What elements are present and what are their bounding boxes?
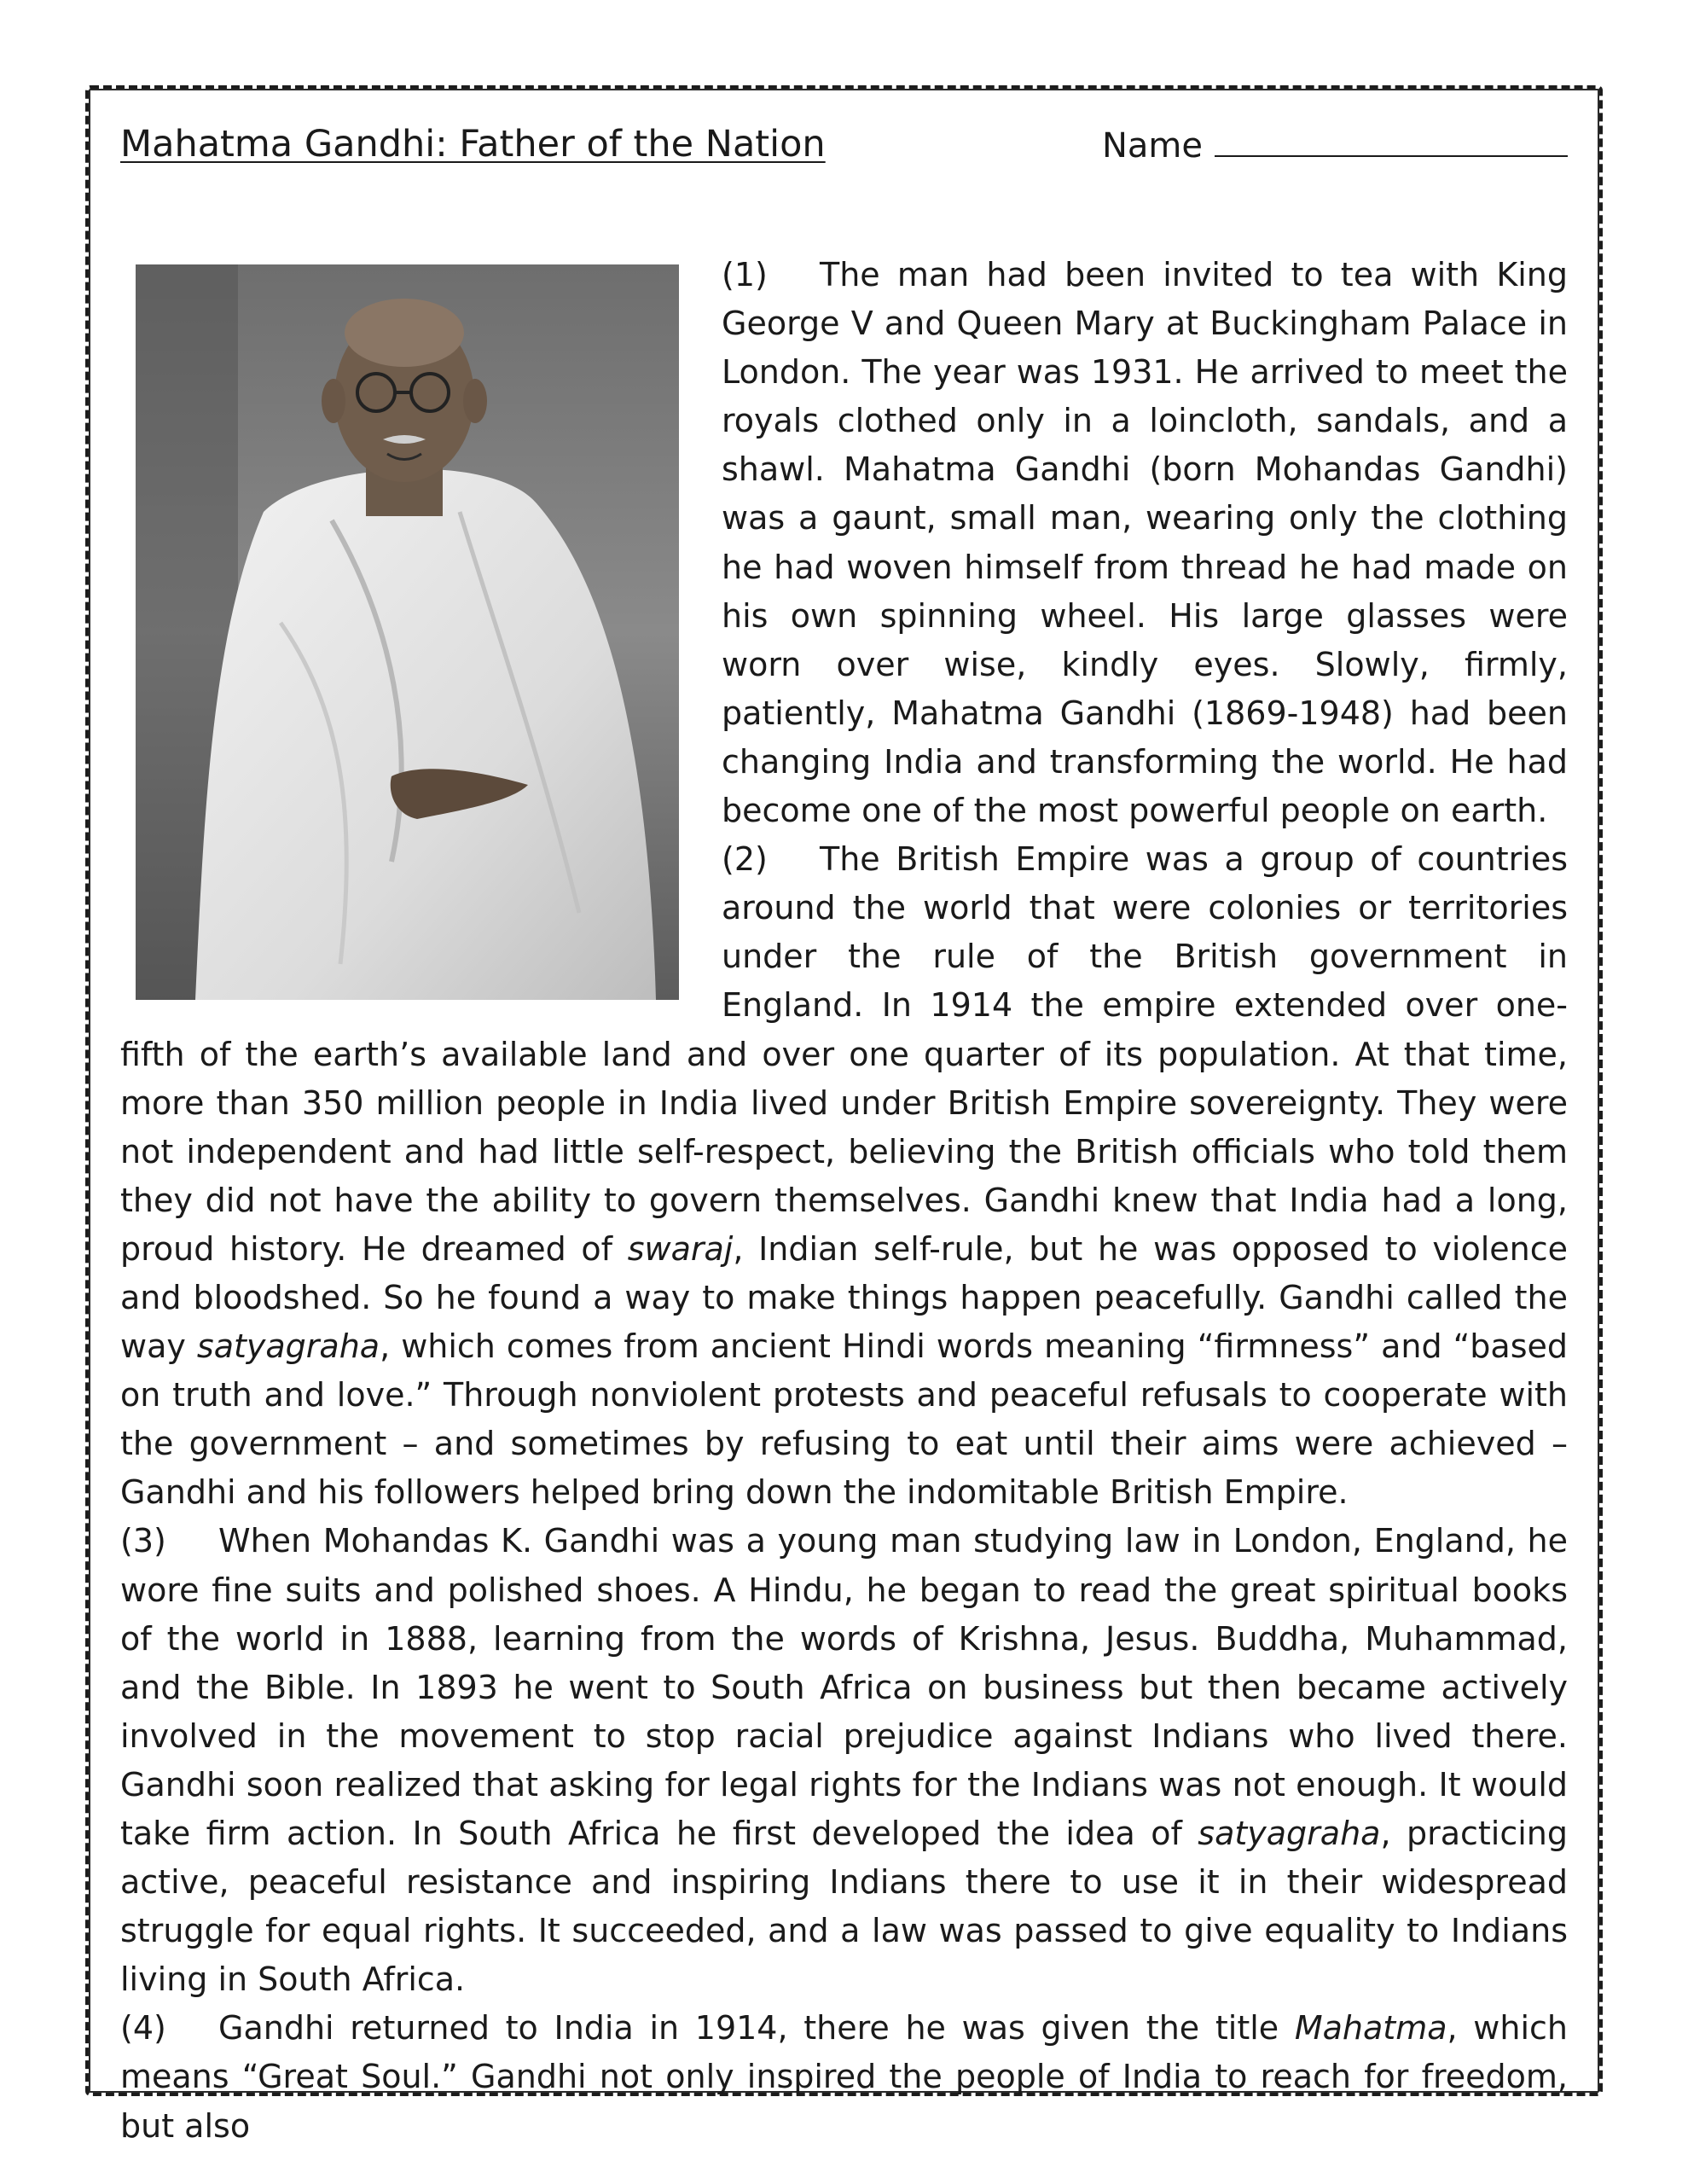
italic-term: satyagraha	[196, 1327, 380, 1366]
paragraph-number: (1)	[722, 256, 768, 293]
paragraph-text: , which means “Great Soul.” Gandhi not only inspired the people of India to reach for freedom, but also	[120, 2009, 1568, 2145]
article-body	[120, 251, 1568, 2151]
italic-term: swaraj	[627, 1229, 734, 1268]
italic-term: satyagraha	[1198, 1815, 1381, 1852]
name-label: Name	[1101, 126, 1203, 166]
paragraph-3	[120, 1517, 1568, 2004]
paragraph-text: , which comes from ancient Hindi words meaning “firmness” and “based on truth and love.” Through nonviolent protests and peaceful refusals to cooperate with the government – and sometimes by refusing to eat until their aims were achieved – Gandhi and his followers helped bring down the indomitable British Empire.	[120, 1327, 1568, 1512]
paragraph-4	[120, 2004, 1568, 2150]
name-field[interactable]	[1102, 126, 1568, 166]
worksheet-page	[120, 111, 1568, 2151]
paragraph-number: (4)	[120, 2009, 166, 2048]
paragraph-text: , practicing active, peaceful resistance and inspiring Indians there to use it in their widespread struggle for equal rights. It succeeded, and a law was passed to give equality to Indians living in South Africa.	[120, 1815, 1568, 1999]
paragraph-number: (2)	[722, 840, 768, 879]
paragraph-text: The British Empire was a group of countries around the world that were colonies or territories under the rule of the British government in England. In 1914 the empire extended over one-fifth of the earth’s available land and over one quarter of its population. At that time, more than 350 million people in India lived under British Empire sovereignty. They were not independent and had little self-respect, believing the British officials who told them they did not have the ability to govern themselves. Gandhi knew that India had a long, proud history. He dreamed of	[120, 840, 1568, 1268]
name-blank-line[interactable]	[1215, 126, 1568, 157]
worksheet-title: Mahatma Gandhi: Father of the Nation	[120, 123, 826, 166]
paragraph-text: , Indian self-rule, but he was opposed to violence and bloodshed. So he found a way to make things happen peacefully. Gandhi called the way	[120, 1229, 1568, 1366]
italic-term: Mahatma	[1294, 2009, 1447, 2048]
paragraph-text: When Mohandas K. Gandhi was a young man studying law in London, England, he wore fine suits and polished shoes. A Hindu, he began to read the great spiritual books of the world in 1888, learning from the words of Krishna, Jesus. Buddha, Muhammad, and the Bible. In 1893 he went to South Africa on business but then became actively involved in the movement to stop racial prejudice against Indians who lived there. Gandhi soon realized that asking for legal rights for the Indians was not enough. It would take firm action. In South Africa he first developed the idea of	[120, 1522, 1568, 1852]
portrait-photo-icon	[136, 264, 679, 1000]
portrait-photo	[136, 264, 679, 1000]
paragraph-text: The man had been invited to tea with King George V and Queen Mary at Buckingham Palace in London. The year was 1931. He arrived to meet the royals clothed only in a loincloth, sandals, and a shawl. Mahatma Gandhi (born Mohandas Gandhi) was a gaunt, small man, wearing only the clothing he had woven himself from thread he had made on his own spinning wheel. His large glasses were worn over wise, kindly eyes. Slowly, firmly, patiently, Mahatma Gandhi (1869-1948) had been changing India and transforming the world. He had become one of the most powerful people on earth.	[722, 256, 1568, 830]
paragraph-text: Gandhi returned to India in 1914, there he was given the title	[218, 2009, 1279, 2048]
worksheet-header	[120, 111, 1568, 196]
paragraph-number: (3)	[120, 1522, 166, 1560]
